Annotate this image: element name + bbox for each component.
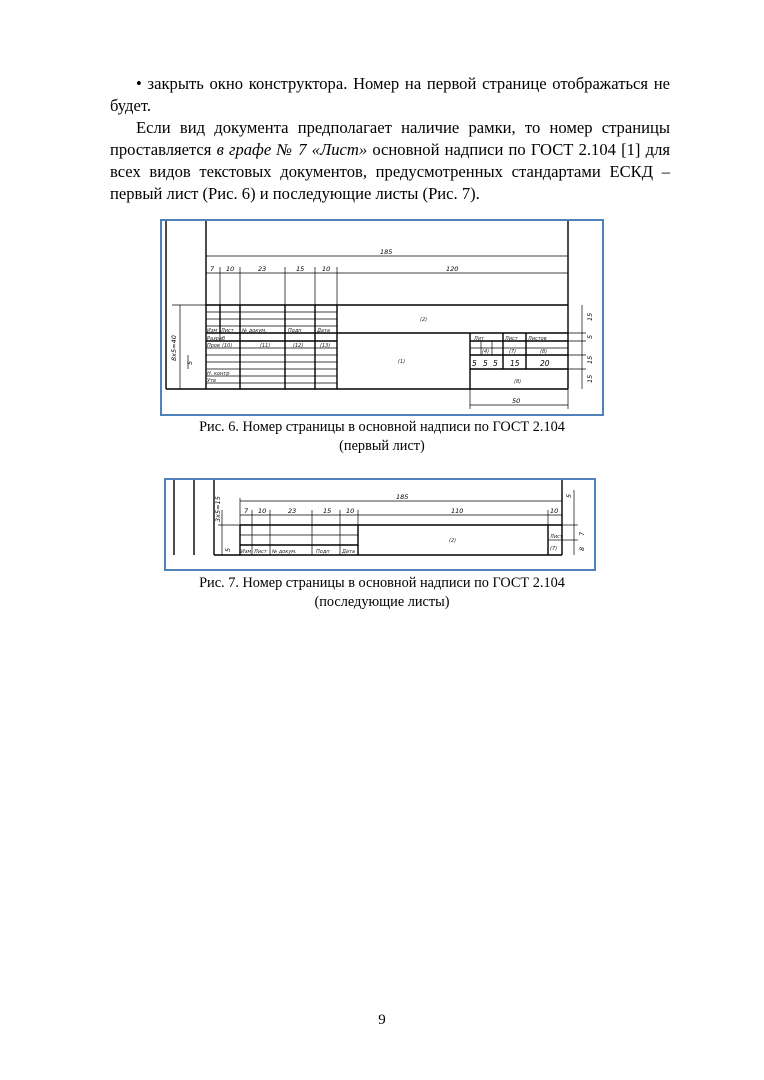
fig6-cell-13: (13) (320, 343, 331, 349)
fig6-dim-r15: 15 (586, 312, 594, 321)
fig7-label-data: Дата (342, 549, 355, 555)
fig7-dim-23: 23 (288, 507, 297, 515)
fig6-label-nkontr: Н. контр (207, 371, 230, 377)
fig6-dim-23: 23 (258, 265, 267, 273)
fig6-label-izm: Изм (207, 328, 218, 334)
fig7-dim-10a: 10 (258, 507, 267, 515)
body-text (110, 73, 670, 205)
fig6-cell-1: (1) (398, 359, 406, 365)
paragraph-main-start: Если вид документа предполагает наличие рамки, то номер страницы проставляется (110, 118, 670, 159)
fig7-dim-r8: 8 (578, 546, 586, 551)
fig6-cell-2: (2) (420, 317, 428, 323)
fig6-dim-b5c: 5 (493, 359, 498, 368)
page-number: 9 (378, 1012, 386, 1028)
fig6-dim-left: 8х5=40 (170, 335, 178, 361)
fig6-dim-b15: 15 (510, 359, 520, 368)
fig6-dim-left5: 5 (186, 360, 194, 365)
fig6-label-razrab: Разраб (207, 336, 226, 342)
fig6-label-utv: Утв (207, 378, 216, 384)
figure-6-frame (160, 219, 604, 416)
paragraph-bullet: • закрыть окно конструктора. Номер на первой странице отображаться не будет. (110, 74, 670, 115)
fig6-dim-r5: 5 (586, 334, 594, 339)
figure-7-caption-line2: (последующие листы) (314, 594, 450, 610)
fig7-dim-left: 3х5=15 (214, 496, 222, 522)
fig7-dim-r7: 7 (578, 531, 586, 536)
fig6-dim-7: 7 (210, 265, 215, 273)
figure-6-caption (130, 418, 634, 456)
fig6-dim-b5a: 5 (472, 359, 477, 368)
fig6-label-list: Лист (221, 328, 234, 334)
fig6-label-ndocum: № докум. (242, 328, 267, 334)
paragraph-main-end: основной надписи по ГОСТ 2.104 [1] для всех видов текстовых документов, предусмотренных стандартами ЕСКД – первый лист (Рис. 6) и последующие листы (Рис. 7). (110, 140, 670, 203)
fig7-label-podp: Подп (316, 549, 330, 555)
fig6-label-lit: Лит (474, 336, 484, 342)
fig6-dim-10a: 10 (226, 265, 235, 273)
fig7-label-list: Лист (254, 549, 267, 555)
fig6-label-prov: Пров (207, 343, 220, 349)
fig6-cell-12: (12) (293, 343, 304, 349)
fig6-dim-50: 50 (512, 397, 521, 405)
figure-7-caption (130, 574, 634, 612)
fig6-dim-b5b: 5 (483, 359, 488, 368)
fig6-cell-7: (7) (509, 349, 517, 355)
figure-7-caption-line1: Рис. 7. Номер страницы в основной надписи по ГОСТ 2.104 (199, 575, 565, 591)
fig6-cell-8: (8) (514, 379, 522, 385)
fig7-label-list2: Лист (550, 534, 563, 540)
fig7-dim-10c: 10 (550, 507, 559, 515)
fig7-cell-2: (2) (449, 538, 457, 544)
fig6-cell-11: (11) (260, 343, 271, 349)
fig7-label-ndocum: № докум. (272, 549, 297, 555)
fig7-dim-10b: 10 (346, 507, 355, 515)
fig6-dim-r15c: 15 (586, 374, 594, 383)
fig6-dim-120: 120 (446, 265, 459, 273)
fig6-dim-total: 185 (380, 248, 393, 256)
paragraph-main-italic: в графе № 7 «Лист» (216, 140, 368, 159)
fig7-label-izm: Изм (241, 549, 252, 555)
fig7-dim-15: 15 (323, 507, 332, 515)
fig6-dim-10b: 10 (322, 265, 331, 273)
fig7-dim-7: 7 (244, 507, 249, 515)
fig7-dim-total: 185 (396, 493, 409, 501)
fig6-dim-b20: 20 (540, 359, 550, 368)
figure-7-frame (164, 478, 596, 571)
fig6-dim-15: 15 (296, 265, 305, 273)
fig7-dim-110: 110 (451, 507, 464, 515)
fig7-cell-7: (7) (550, 546, 558, 552)
figure-6-caption-line2: (первый лист) (339, 438, 425, 454)
fig6-label-data: Дата (317, 328, 330, 334)
paragraph-main (110, 117, 670, 205)
figure-7-drawing (166, 480, 594, 569)
figure-6-drawing (162, 221, 602, 414)
fig6-cell-4: (4) (482, 349, 490, 355)
fig6-dim-r15b: 15 (586, 355, 594, 364)
figure-6-caption-line1: Рис. 6. Номер страницы в основной надписи по ГОСТ 2.104 (199, 419, 565, 435)
fig7-dim-left5: 5 (224, 547, 232, 552)
fig6-cell-10: (10) (222, 343, 233, 349)
fig6-label-list2: Лист (505, 336, 518, 342)
fig6-label-podp: Подп (288, 328, 302, 334)
fig6-label-listov: Листов (528, 336, 547, 342)
fig6-cell-8b: (8) (540, 349, 548, 355)
fig7-dim-rtop: 5 (565, 493, 573, 498)
